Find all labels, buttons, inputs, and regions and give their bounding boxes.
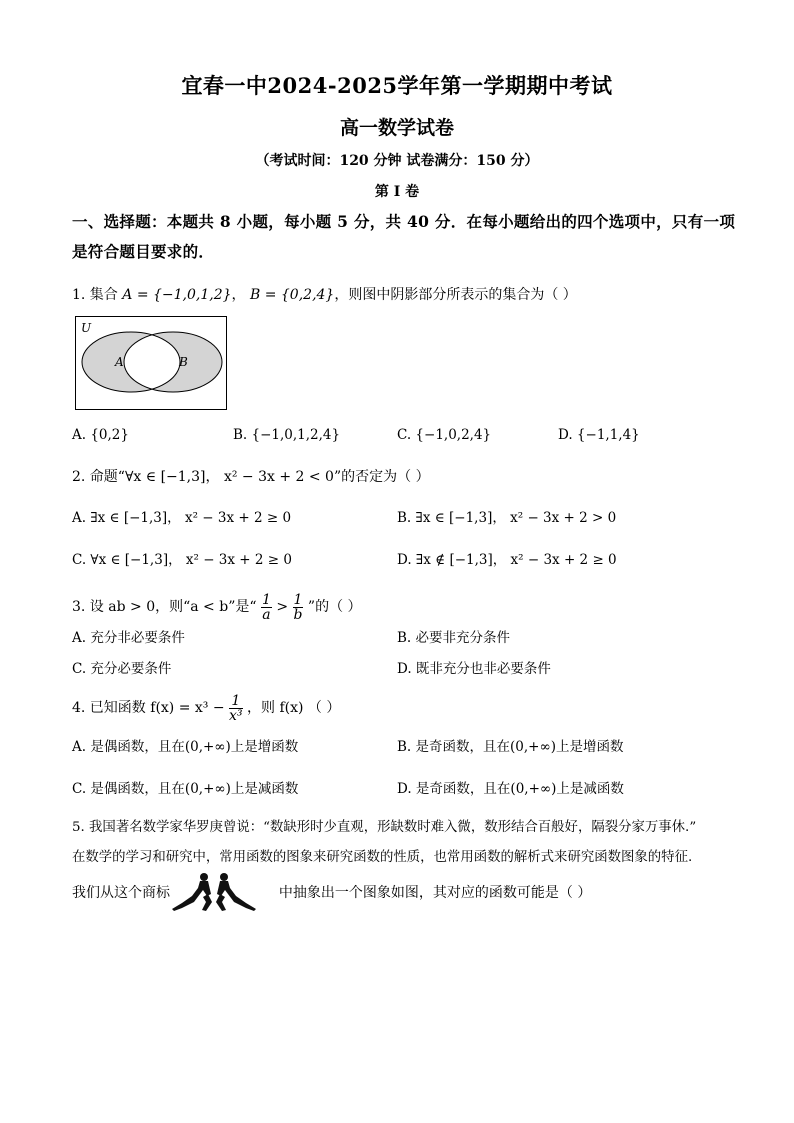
section1-instruction-line2: 是符合题目要求的．	[72, 242, 215, 261]
q3-option-c[interactable]: C. 充分必要条件	[72, 661, 172, 677]
question-2-stem: 2. 命题“∀x ∈ [−1,3]， x² − 3x + 2 < 0”的否定为（ ）	[72, 469, 430, 485]
q5-line3-end: 中抽象出一个图象如图，其对应的函数可能是（ ）	[278, 885, 592, 901]
q3-frac1-numerator: 1	[261, 591, 271, 608]
q3-gt: >	[276, 599, 289, 615]
q1-option-d[interactable]: D. {−1,1,4}	[558, 427, 640, 443]
q3-fraction-1-over-a	[261, 593, 272, 622]
q4-option-b[interactable]: B. 是奇函数，且在(0,+∞)上是增函数	[397, 739, 624, 755]
question-3-stem	[72, 592, 732, 622]
question-5-line3	[72, 883, 732, 903]
q3-frac2-denominator: b	[293, 606, 303, 623]
volume-label: 第 I 卷	[374, 184, 420, 200]
q1-option-b[interactable]: B. {−1,0,1,2,4}	[233, 427, 341, 443]
venn-label-u: U	[81, 321, 92, 335]
q1-option-c[interactable]: C. {−1,0,2,4}	[397, 427, 492, 443]
q3-stem-start: 3. 设 ab > 0，则“a < b”是“	[72, 599, 257, 615]
venn-label-a: A	[115, 355, 124, 369]
q4-option-c[interactable]: C. 是偶函数，且在(0,+∞)上是减函数	[72, 781, 299, 797]
exam-title: 宜春一中2024-2025学年第一学期期中考试	[181, 73, 613, 98]
q4-frac-denominator: x³	[229, 707, 243, 724]
question-4-stem	[72, 693, 732, 723]
section1-instruction-line1: 一、选择题：本题共 8 小题，每小题 5 分，共 40 分．在每小题给出的四个选项中，只有一项	[72, 212, 736, 231]
q4-stem-end: ，则 f(x) （ ）	[247, 700, 341, 716]
q1-prefix: 1. 集合	[72, 287, 118, 303]
venn-label-b: B	[179, 355, 188, 369]
q3-frac2-numerator: 1	[293, 591, 303, 608]
q3-option-b[interactable]: B. 必要非充分条件	[397, 630, 511, 646]
q4-frac-numerator: 1	[229, 694, 243, 709]
q1-comma: ，	[231, 287, 246, 303]
q3-option-a[interactable]: A. 充分非必要条件	[72, 630, 185, 646]
venn-diagram	[75, 316, 227, 410]
q2-option-a[interactable]: A. ∃x ∈ [−1,3]， x² − 3x + 2 ≥ 0	[72, 510, 292, 526]
question-1-stem	[72, 285, 732, 305]
q5-line3-start: 我们从这个商标	[72, 885, 170, 901]
q1-set-a: A = {−1,0,1,2}	[122, 287, 232, 303]
q1-set-b: B = {0,2,4}	[249, 287, 335, 303]
q3-stem-end: ”的（ ）	[307, 599, 362, 615]
q3-fraction-1-over-b	[293, 593, 304, 622]
q1-option-a[interactable]: A. {0,2}	[72, 427, 129, 443]
question-5-line2: 在数学的学习和研究中，常用函数的图象来研究函数的性质，也常用函数的解析式来研究函数图象的特征.	[72, 850, 693, 865]
q2-option-b[interactable]: B. ∃x ∈ [−1,3]， x² − 3x + 2 > 0	[397, 510, 617, 526]
brand-logo-silhouette-icon	[172, 872, 256, 912]
q3-option-d[interactable]: D. 既非充分也非必要条件	[397, 661, 551, 677]
q2-option-d[interactable]: D. ∃x ∉ [−1,3]， x² − 3x + 2 ≥ 0	[397, 552, 617, 568]
q4-stem-start: 4. 已知函数 f(x) = x³ −	[72, 700, 225, 716]
q4-fraction	[229, 694, 243, 723]
q4-option-a[interactable]: A. 是偶函数，且在(0,+∞)上是增函数	[72, 739, 299, 755]
q1-suffix: ，则图中阴影部分所表示的集合为（ ）	[334, 287, 577, 303]
exam-meta: （考试时间：120 分钟 试卷满分：150 分）	[255, 153, 539, 169]
question-5-line1: 5. 我国著名数学家华罗庚曾说：“数缺形时少直观，形缺数时难入微，数形结合百般好，隔裂分家万事休.”	[72, 820, 697, 835]
q4-option-d[interactable]: D. 是奇函数，且在(0,+∞)上是减函数	[397, 781, 624, 797]
exam-subtitle: 高一数学试卷	[339, 117, 454, 139]
q3-frac1-denominator: a	[262, 606, 271, 623]
q2-option-c[interactable]: C. ∀x ∈ [−1,3]， x² − 3x + 2 ≥ 0	[72, 552, 292, 568]
